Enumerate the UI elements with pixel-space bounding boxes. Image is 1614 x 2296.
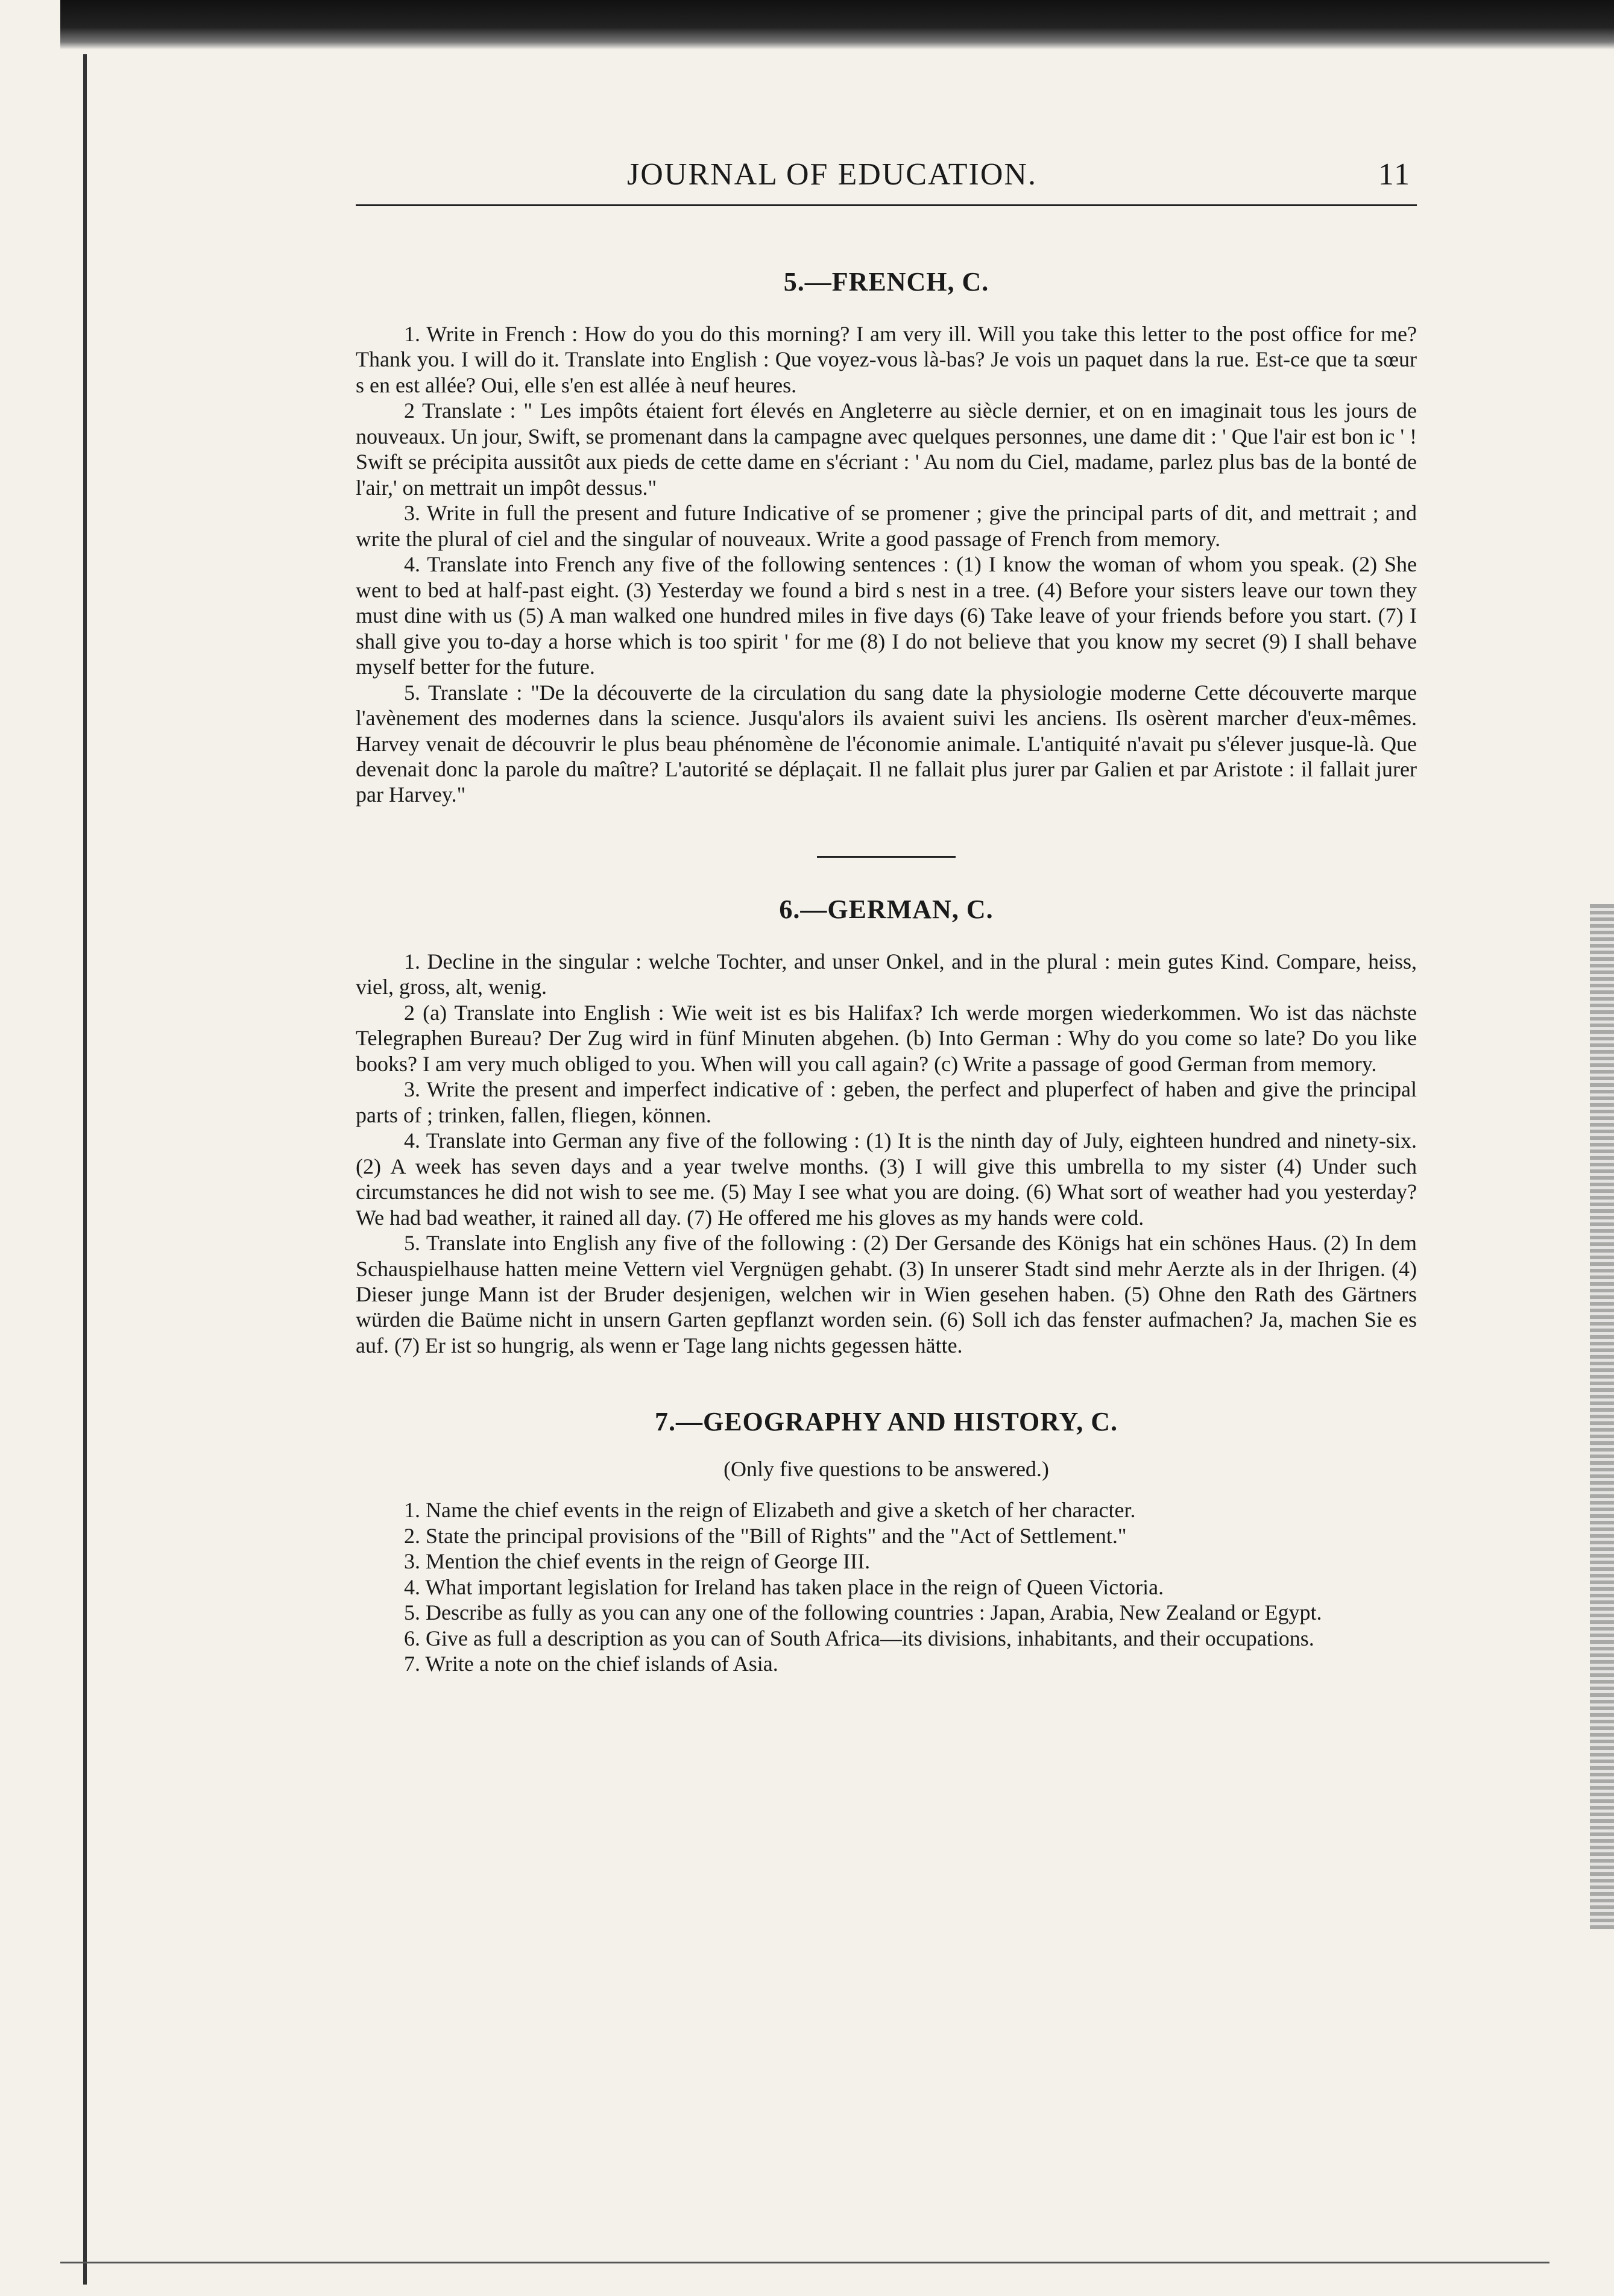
- section-divider: [817, 856, 956, 858]
- question-5: 5. Translate into English any five of the following : (2) Der Gersande des Königs hat ein schönes Haus. (2) In dem Schauspielhause hatten meine Vettern viel Vergnügen gehabt. (3) In unserer Stadt sind mehr Aerzte als in der Ihrigen. (4) Dieser junge Mann ist der Bruder desjenigen, welchen wir in Wien gesehen haben. (5) Ohne den Rath des Gärtners würden die Baüme nicht in unsern Garten gepflanzt worden sein. (6) Soll ich das fenster aufmachen? Ja, machen Sie es auf. (7) Er ist so hungrig, als wenn er Tage lang nichts gegessen hätte.: [356, 1231, 1417, 1357]
- question-7: 7. Write a note on the chief islands of Asia.: [404, 1652, 778, 1676]
- section-instruction: (Only five questions to be answered.): [723, 1457, 1049, 1482]
- header-rule: [356, 204, 1417, 206]
- scan-bottom-rule: [60, 2262, 1549, 2263]
- question-4: 4. What important legislation for Ireland has taken place in the reign of Queen Victoria.: [404, 1574, 1164, 1599]
- question-6: 6. Give as full a description as you can of South Africa—its divisions, inhabitants, and their occupations.: [404, 1626, 1314, 1650]
- scan-left-binding-edge: [83, 54, 87, 2285]
- question-1: 1. Name the chief events in the reign of Elizabeth and give a sketch of her character.: [404, 1498, 1136, 1523]
- running-header: [356, 157, 1417, 192]
- scan-right-page-edge: [1590, 904, 1614, 1929]
- section-heading: 6.—GERMAN, C.: [779, 894, 994, 924]
- question-1: 1. Write in French : How do you do this morning? I am very ill. Will you take this letter to the post office for me? Thank you. I will do it. Translate into English : Que voyez-vous là-bas? Je vois un paquet dans la rue. Est-ce que ta sœur s en est allée? Oui, elle s'en est allée à neuf heures.: [356, 322, 1417, 397]
- question-list: [356, 1497, 1417, 1676]
- question-1: 1. Decline in the singular : welche Tochter, and unser Onkel, and in the plural : mein gutes Kind. Compare, heiss, viel, gross, alt, wenig.: [356, 949, 1417, 999]
- section-heading: 7.—GEOGRAPHY AND HISTORY, C.: [654, 1407, 1118, 1437]
- section-french: [356, 266, 1417, 808]
- question-3: 3. Write in full the present and future Indicative of se promener ; give the principal parts of dit, and mettrait ; and write the plural of ciel and the singular of nouveaux. Write a good passage of French from memory.: [356, 501, 1417, 551]
- question-2: 2. State the principal provisions of the "Bill of Rights" and the "Act of Settlement.": [404, 1523, 1127, 1548]
- question-4: 4. Translate into French any five of the following sentences : (1) I know the woman of whom you speak. (2) She went to bed at half-past eight. (3) Yesterday we found a bird s nest in a tree. (4) Before your sisters leave our town they must dine with us (5) A man walked one hundred miles in five days (6) Take leave of your friends before you start. (7) I shall give you to-day a horse which is too spirit ' for me (8) I do not believe that you know my secret (9) I shall behave myself better for the future.: [356, 552, 1417, 679]
- question-5: 5. Translate : "De la découverte de la circulation du sang date la physiologie moderne Cette découverte marque l'avènement des modernes dans la science. Jusqu'alors ils avaient suivi les anciens. Ils osèrent marcher d'eux-mêmes. Harvey venait de découvrir le plus beau phénomène de l'économie animale. L'antiquité n'avait pu s'élever jusque-là. Que devenait donc la parole du maître? L'autorité se déplaçait. Il ne fallait plus jurer par Galien et par Aristote : il fallait jurer par Harvey.": [356, 680, 1417, 807]
- section-german: [356, 894, 1417, 1359]
- section-geography-history: [356, 1406, 1417, 1676]
- page-number: 11: [1378, 157, 1411, 192]
- section-heading: 5.—FRENCH, C.: [783, 267, 989, 297]
- journal-title: JOURNAL OF EDUCATION.: [627, 157, 1037, 192]
- question-3: 3. Write the present and imperfect indicative of : geben, the perfect and pluperfect of haben and give the principal parts of ; trinken, fallen, fliegen, können.: [356, 1077, 1417, 1127]
- question-5: 5. Describe as fully as you can any one of the following countries : Japan, Arabia, New Zealand or Egypt.: [404, 1600, 1322, 1625]
- journal-page: [356, 157, 1417, 1677]
- scan-top-border: [60, 0, 1614, 49]
- question-2: 2 Translate : " Les impôts étaient fort élevés en Angleterre au siècle dernier, et on en imaginait tous les jours de nouveaux. Un jour, Swift, se promenant dans la campagne avec quelques personnes, une dame dit : ' Que l'air est bon ic ' ! Swift se précipita aussitôt aux pieds de cette dame en s'écriant : ' Au nom du Ciel, madame, parlez plus bas de la bonté de l'air,' on mettrait un impôt dessus.": [356, 398, 1417, 500]
- question-4: 4. Translate into German any five of the following : (1) It is the ninth day of July, eighteen hundred and ninety-six. (2) A week has seven days and a year twelve months. (3) I will give this umbrella to my sister (4) Under such circumstances he did not wish to see me. (5) May I see what you are doing. (6) What sort of weather had you yesterday? We had bad weather, it rained all day. (7) He offered me his gloves as my hands were cold.: [356, 1128, 1417, 1230]
- question-2: 2 (a) Translate into English : Wie weit ist es bis Halifax? Ich werde morgen wiederkommen. Wo ist das nächste Telegraphen Bureau? Der Zug wird in fünf Minuten abgehen. (b) Into German : Why do you come so late? Do you like books? I am very much obliged to you. When will you call again? (c) Write a passage of good German from memory.: [356, 1000, 1417, 1076]
- question-3: 3. Mention the chief events in the reign of George III.: [404, 1549, 871, 1574]
